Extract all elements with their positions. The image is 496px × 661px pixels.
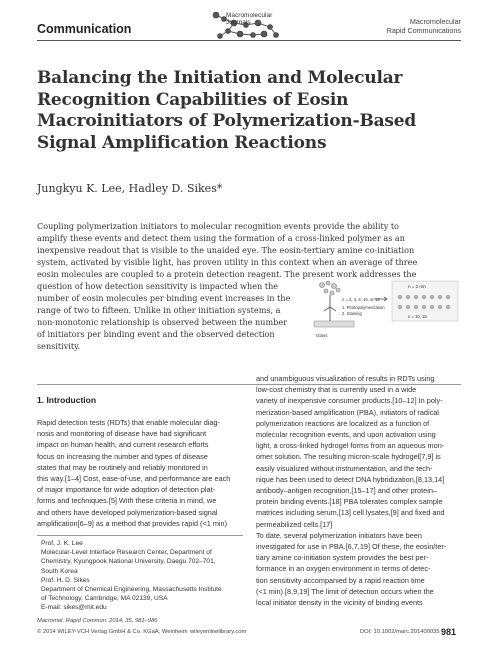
body-line: variety of inexpensive consumer products.[10–12] In poly- bbox=[256, 396, 443, 406]
paper-title bbox=[37, 68, 457, 154]
body-line: and others have developed polymerization-based signal bbox=[37, 507, 218, 517]
affil-line: Chemistry, Kyungpook National University, Daegu 702–701, bbox=[41, 558, 216, 566]
body-column-1 bbox=[37, 417, 243, 529]
body-line: tion sensitivity accompanied by a rapid reaction time bbox=[256, 575, 425, 585]
body-line: merization-based amplification (PBA), initiators of radical bbox=[256, 407, 439, 417]
abstract-line: range of two to fifteen. Unlike in other initiation systems, a bbox=[37, 305, 281, 315]
abstract-line: of initiators per binding event and the observed detection bbox=[37, 329, 275, 339]
header-rule bbox=[37, 40, 461, 41]
toc-graphic bbox=[312, 271, 462, 341]
affil-line: Molecular-Level Interface Research Center, Department of bbox=[41, 549, 212, 557]
body-line: focus on increasing the number and types of disease bbox=[37, 451, 208, 461]
abstract-line: question of how detection sensitivity is impacted when the bbox=[37, 281, 279, 291]
body-line: To date, several polymerization initiators have been bbox=[256, 530, 422, 540]
abstract-line-full: eosin molecules are coupled to a protein detection reagent. The present work addresses the bbox=[37, 269, 417, 279]
page-number: 981 bbox=[441, 627, 457, 637]
title-line: Signal Amplification Reactions bbox=[37, 132, 327, 153]
affil-email[interactable]: E-mail: sikes@mit.edu bbox=[41, 604, 107, 612]
abstract-top bbox=[37, 220, 460, 268]
journal-name bbox=[387, 17, 461, 35]
result-label: n = 10, 15 bbox=[408, 314, 427, 319]
affil-line: Prof. J. K. Lee bbox=[41, 540, 83, 547]
glass-label: Glass bbox=[316, 333, 328, 338]
affil-line: Prof. H. D. Sikes bbox=[41, 576, 90, 584]
body-line: low-cost chemistry that is currently used in a wide bbox=[256, 385, 417, 395]
affiliations bbox=[37, 535, 243, 613]
journal-line-2: Rapid Communications bbox=[386, 26, 461, 35]
section-label: Communication bbox=[37, 22, 132, 36]
body-column-2 bbox=[256, 373, 461, 608]
n-label: n = 2, 4, 6, 10, or 15 bbox=[342, 297, 380, 302]
body-line: forms and techniques.[5] With these criteria in mind, we bbox=[37, 496, 217, 506]
right-label: n = 2 nm bbox=[408, 284, 426, 289]
abstract-line: system, activated by visible light, has proven utility in this context when an average of three bbox=[37, 257, 418, 267]
body-line: omer solution. The resulting micron-scale hydrogel[7,9] is bbox=[256, 452, 441, 462]
body-line: (<1 min).[8,9,19] The limit of detection occurs when the bbox=[256, 586, 434, 596]
footer-website[interactable]: wileyonlinelibrary.com bbox=[190, 629, 247, 635]
affil-line: of Technology, Cambridge, MA 02139, USA bbox=[41, 595, 168, 603]
body-line: light, a cross-linked hydrogel forms from an aqueous mon- bbox=[256, 441, 445, 451]
abstract-line: sensitivity. bbox=[37, 341, 81, 351]
abstract-line: Coupling polymerization initiators to molecular recognition events provide the ability to bbox=[37, 221, 399, 231]
logo-text-1: Macromolecular bbox=[226, 12, 273, 19]
logo-name bbox=[226, 12, 272, 26]
step-2-label: 2. Staining bbox=[342, 311, 362, 316]
body-line: and unambiguous visualization of results in RDTs using bbox=[256, 374, 435, 383]
authors: Jungkyu K. Lee, Hadley D. Sikes* bbox=[37, 182, 223, 195]
logo-text-2: Journals bbox=[226, 19, 251, 26]
body-line: formance in an oxygen environment in terms of detec- bbox=[256, 564, 431, 574]
body-line: tiary amine co-initiation system provides the best per- bbox=[256, 553, 429, 563]
body-line: local initiator density in the vicinity of binding events bbox=[256, 598, 423, 608]
body-line: permeabilized cells.[17] bbox=[256, 519, 333, 529]
body-line: nique has been used to detect DNA hybridization,[8,13,14] bbox=[256, 474, 445, 484]
body-line: impact on human health, and current research efforts bbox=[37, 440, 209, 450]
title-line: Balancing the Initiation and Molecular bbox=[37, 68, 403, 88]
journal-line-1: Macromolecular bbox=[409, 17, 461, 26]
title-line: Macroinitiators of Polymerization-Based bbox=[37, 111, 417, 131]
body-line: Rapid detection tests (RDTs) that enable molecular diag- bbox=[37, 418, 220, 427]
body-line: matrices including serum,[13] cell lysates,[9] and fixed and bbox=[256, 508, 445, 518]
abstract-wrap bbox=[37, 280, 305, 352]
body-line: amplification[6–9] as a method that provides rapid (<1 min) bbox=[37, 518, 228, 528]
body-line: molecular recognition events, and upon activation using bbox=[256, 430, 436, 440]
body-line: protein binding events.[18] PBA tolerates complex sample bbox=[256, 497, 443, 507]
body-line: of major importance for wide adoption of detection plat- bbox=[37, 485, 216, 495]
footer-copyright: © 2014 WILEY-VCH Verlag GmbH & Co. KGaA, Weinheim bbox=[37, 629, 188, 635]
title-line: Recognition Capabilities of Eosin bbox=[37, 89, 349, 110]
body-line: easily visualized without instrumentation, and the tech- bbox=[256, 463, 433, 473]
affil-line: Department of Chemical Engineering, Massachusetts Institute bbox=[41, 586, 222, 594]
body-line: antibody–antigen recognition,[15–17] and other protein– bbox=[256, 486, 437, 496]
journal-logo bbox=[206, 9, 290, 41]
affil-line: South Korea bbox=[41, 567, 78, 575]
body-line: investigated for use in PBA.[6,7,19] Of these, the eosin/ter- bbox=[256, 542, 447, 552]
body-line: states that may be routinely and reliably monitored in bbox=[37, 462, 208, 472]
footer-journal: Macromol. Rapid Commun. 2014, 35, 981–986 bbox=[37, 618, 158, 624]
section-heading: 1. Introduction bbox=[37, 395, 97, 405]
abstract-line: non-monotonic relationship is observed between the number bbox=[37, 317, 287, 327]
body-line: this way.[1–4] Cost, ease-of-use, and performance are each bbox=[37, 474, 231, 484]
footer-doi[interactable]: DOI: 10.1002/marc.201400035 bbox=[360, 629, 440, 635]
body-line: nosis and monitoring of disease have had significant bbox=[37, 429, 207, 439]
abstract-line: inexpensive readout that is visible to the unaided eye. The eosin-tertiary amine co-initiation bbox=[37, 245, 415, 255]
step-1-label: 1. Photopolymerization bbox=[342, 305, 385, 310]
abstract-line: amplify these events and detect them using the formation of a cross-linked polymer as an bbox=[37, 233, 405, 243]
abstract-line: number of eosin molecules per binding event increases in the bbox=[37, 293, 291, 303]
body-line: polymerization reactions are localized as a function of bbox=[256, 418, 430, 428]
